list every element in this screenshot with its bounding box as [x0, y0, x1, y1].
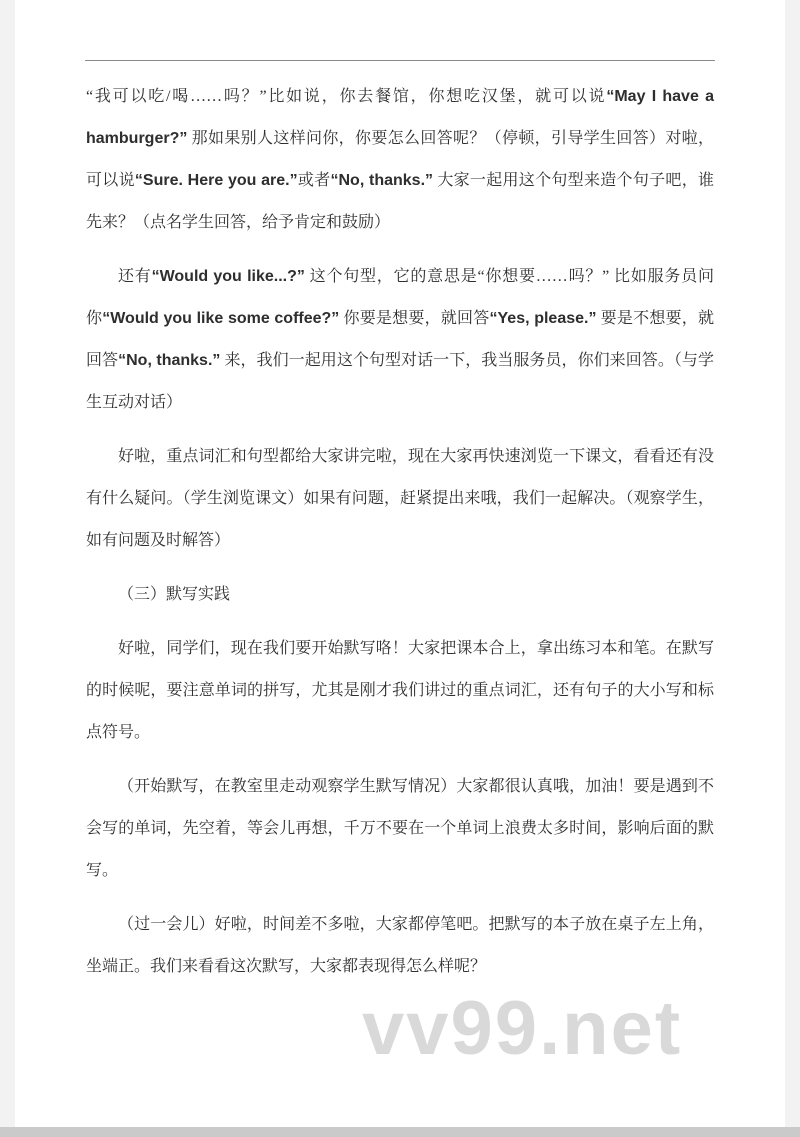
paragraph — [86, 256, 714, 424]
text-run: 要是不想要，就回答 — [86, 310, 714, 369]
page-edge-right — [785, 0, 800, 1137]
text-run: 好啦，同学们，现在我们要开始默写咯！大家把课本合上，拿出练习本和笔。在默写的时候呢，要注意单词的拼写，尤其是刚才我们讲过的重点词汇，还有句子的大小写和标点符号。 — [86, 640, 714, 741]
text-run: 还有 — [118, 268, 152, 285]
paragraph — [86, 628, 714, 754]
text-run: 好啦，重点词汇和句型都给大家讲完啦，现在大家再快速浏览一下课文，看看还有没有什么疑问。（学生浏览课文）如果有问题，赶紧提出来哦，我们一起解决。（观察学生，如有问题及时解答） — [86, 448, 714, 549]
paragraph — [86, 76, 714, 244]
english-phrase: “No, thanks.” — [330, 172, 434, 189]
english-phrase: “Would you like some coffee?” — [102, 310, 340, 327]
paragraph — [86, 904, 714, 988]
paragraph — [86, 436, 714, 562]
page-edge-bottom — [0, 1127, 800, 1137]
page-edge-left — [0, 0, 15, 1137]
english-phrase: “Yes, please.” — [489, 310, 597, 327]
english-phrase: “Sure. Here you are.” — [134, 172, 298, 189]
text-run: “我可以吃/喝……吗？”比如说，你去餐馆，你想吃汉堡，就可以说 — [86, 88, 607, 105]
watermark: vv99.net — [362, 986, 683, 1071]
text-run: （过一会儿）好啦，时间差不多啦，大家都停笔吧。把默写的本子放在桌子左上角，坐端正。我们来看看这次默写，大家都表现得怎么样呢？ — [86, 916, 714, 975]
paragraph — [86, 766, 714, 892]
text-run: 你要是想要，就回答 — [339, 310, 490, 327]
header-rule — [85, 60, 715, 61]
text-run: 这个句型，它的意思是“你想要……吗？” 比如服务员问你 — [86, 268, 714, 327]
text-run: （开始默写，在教室里走动观察学生默写情况）大家都很认真哦，加油！要是遇到不会写的单词，先空着，等会儿再想，千万不要在一个单词上浪费太多时间，影响后面的默写。 — [86, 778, 714, 879]
text-run: 大家一起用这个句型来造个句子吧，谁先来？（点名学生回答，给予肯定和鼓励） — [86, 172, 714, 231]
text-run: 那如果别人这样问你，你要怎么回答呢？（停顿，引导学生回答）对啦，可以说 — [86, 130, 714, 189]
text-run: 来，我们一起用这个句型对话一下，我当服务员，你们来回答。（与学生互动对话） — [86, 352, 714, 411]
paragraph — [86, 574, 714, 616]
english-phrase: “May I have a hamburger?” — [86, 88, 714, 147]
document-body — [86, 76, 714, 1000]
text-run: （三）默写实践 — [118, 586, 231, 603]
text-run: 或者 — [297, 172, 331, 189]
english-phrase: “Would you like...?” — [151, 268, 305, 285]
english-phrase: “No, thanks.” — [118, 352, 221, 369]
